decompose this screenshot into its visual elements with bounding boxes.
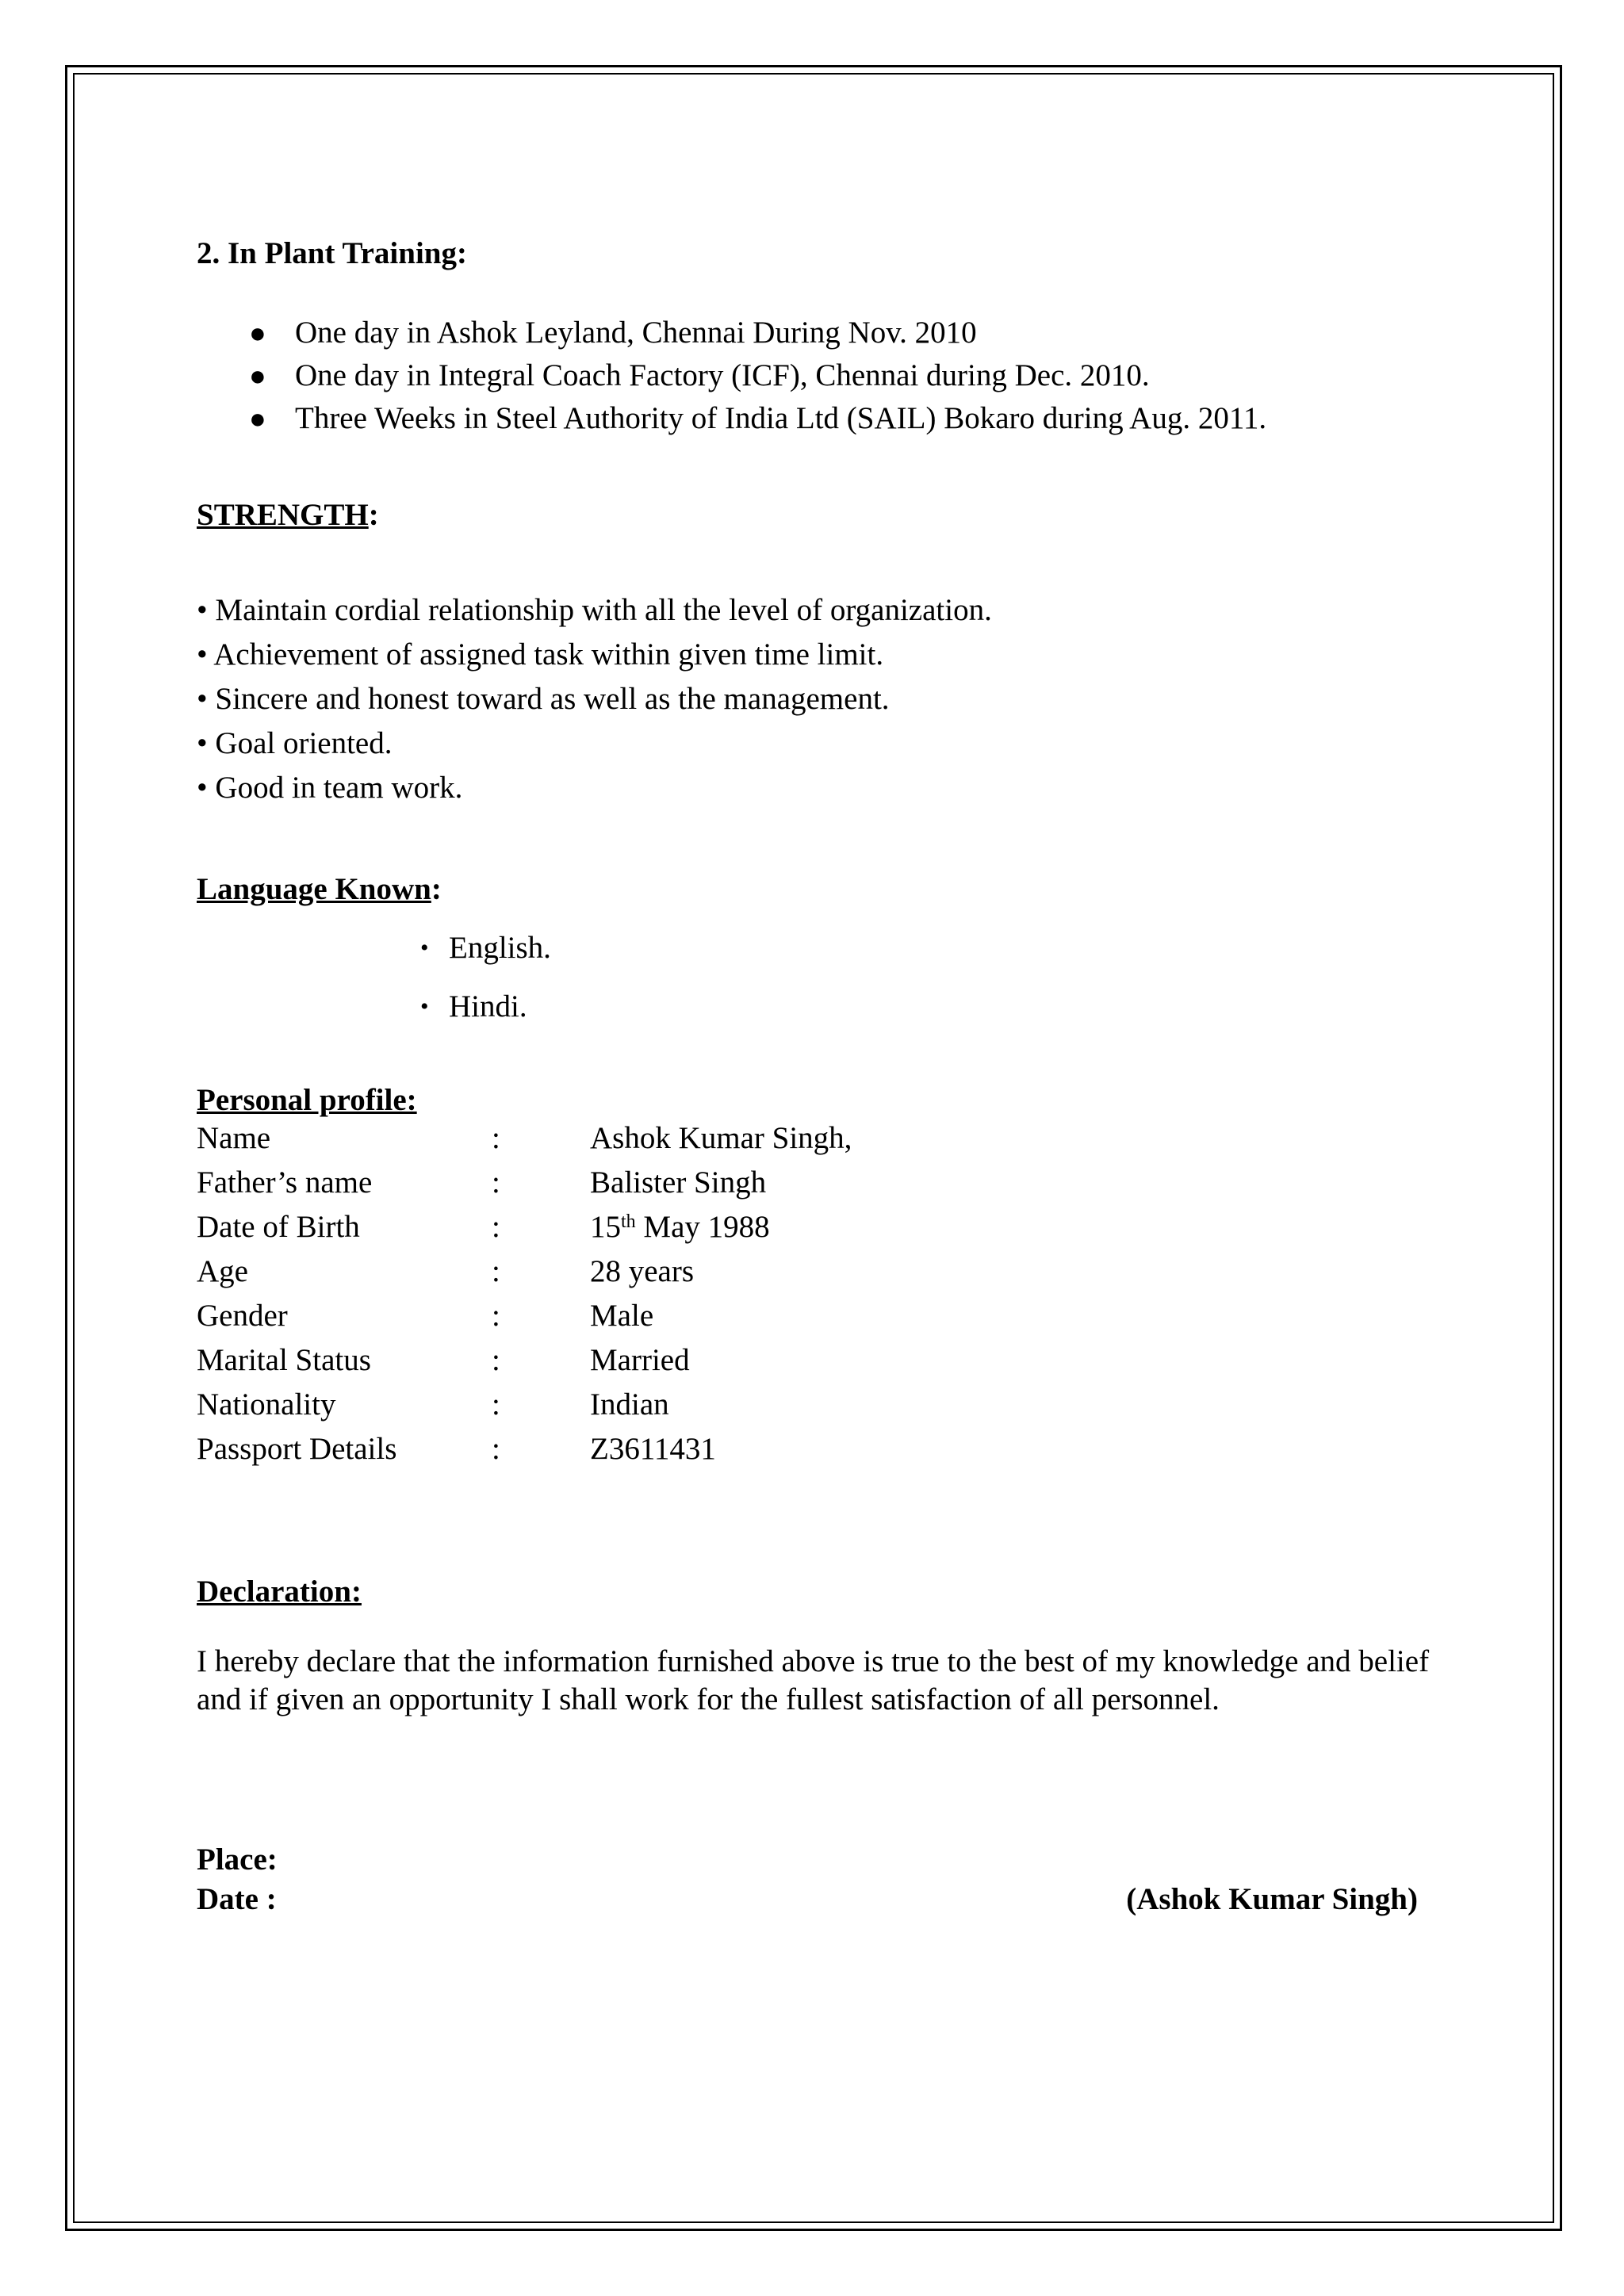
dob-suffix: th — [621, 1211, 636, 1232]
language-item: English. — [449, 931, 551, 965]
language-item: Hindi. — [449, 989, 527, 1024]
profile-label: Father’s name — [197, 1165, 373, 1200]
profile-label: Passport Details — [197, 1432, 397, 1466]
profile-separator: : — [492, 1387, 500, 1422]
declaration-text: I hereby declare that the information furnished above is true to the best of my knowledge and belief and if given an opportunity I shall work for the fullest satisfaction of all personnel. — [197, 1644, 1430, 1716]
dob-day: 15 — [590, 1210, 621, 1244]
profile-label: Nationality — [197, 1387, 336, 1422]
bullet-icon: ● — [249, 317, 266, 349]
language-heading-colon: : — [431, 872, 442, 906]
language-heading: Language Known — [197, 872, 431, 906]
strength-item: • Sincere and honest toward as well as the management. — [197, 682, 890, 716]
profile-separator: : — [492, 1299, 500, 1333]
declaration-heading: Declaration: — [197, 1575, 362, 1609]
profile-heading: Personal profile: — [197, 1083, 417, 1117]
training-item: One day in Ashok Leyland, Chennai During Nov. 2010 — [295, 316, 977, 350]
language-heading-line — [197, 871, 442, 909]
bullet-icon: ● — [249, 403, 266, 434]
dob-month-year: May 1988 — [635, 1210, 770, 1244]
profile-value: 28 years — [590, 1254, 695, 1288]
profile-separator: : — [492, 1210, 500, 1244]
profile-separator: : — [492, 1432, 500, 1466]
bullet-icon: ● — [249, 360, 266, 392]
profile-value: Male — [590, 1299, 654, 1333]
profile-value — [590, 1208, 770, 1246]
strength-heading: STRENGTH — [197, 498, 369, 532]
profile-separator: : — [492, 1165, 500, 1200]
profile-value: Ashok Kumar Singh, — [590, 1121, 852, 1155]
profile-label: Date of Birth — [197, 1210, 360, 1244]
strength-heading-line — [197, 496, 379, 534]
training-heading: 2. In Plant Training: — [197, 236, 467, 270]
profile-separator: : — [492, 1121, 500, 1155]
training-item: Three Weeks in Steel Authority of India Ltd (SAIL) Bokaro during Aug. 2011. — [295, 401, 1267, 435]
profile-label: Age — [197, 1254, 248, 1288]
date-label: Date : — [197, 1882, 277, 1916]
profile-value: Indian — [590, 1387, 669, 1422]
bullet-icon: • — [420, 993, 429, 1020]
place-label: Place: — [197, 1843, 278, 1877]
strength-item: • Maintain cordial relationship with all the level of organization. — [197, 593, 992, 627]
profile-label: Marital Status — [197, 1343, 371, 1377]
profile-separator: : — [492, 1343, 500, 1377]
profile-label: Name — [197, 1121, 271, 1155]
strength-heading-colon: : — [368, 498, 379, 532]
signature-name: (Ashok Kumar Singh) — [1126, 1882, 1418, 1916]
profile-value: Z3611431 — [590, 1432, 716, 1466]
profile-label: Gender — [197, 1299, 288, 1333]
training-item: One day in Integral Coach Factory (ICF), Chennai during Dec. 2010. — [295, 358, 1150, 392]
strength-item: • Goal oriented. — [197, 726, 393, 760]
profile-value: Balister Singh — [590, 1165, 767, 1200]
profile-separator: : — [492, 1254, 500, 1288]
profile-value: Married — [590, 1343, 690, 1377]
strength-item: • Good in team work. — [197, 771, 463, 805]
strength-item: • Achievement of assigned task within given time limit. — [197, 637, 884, 672]
bullet-icon: • — [420, 935, 429, 961]
